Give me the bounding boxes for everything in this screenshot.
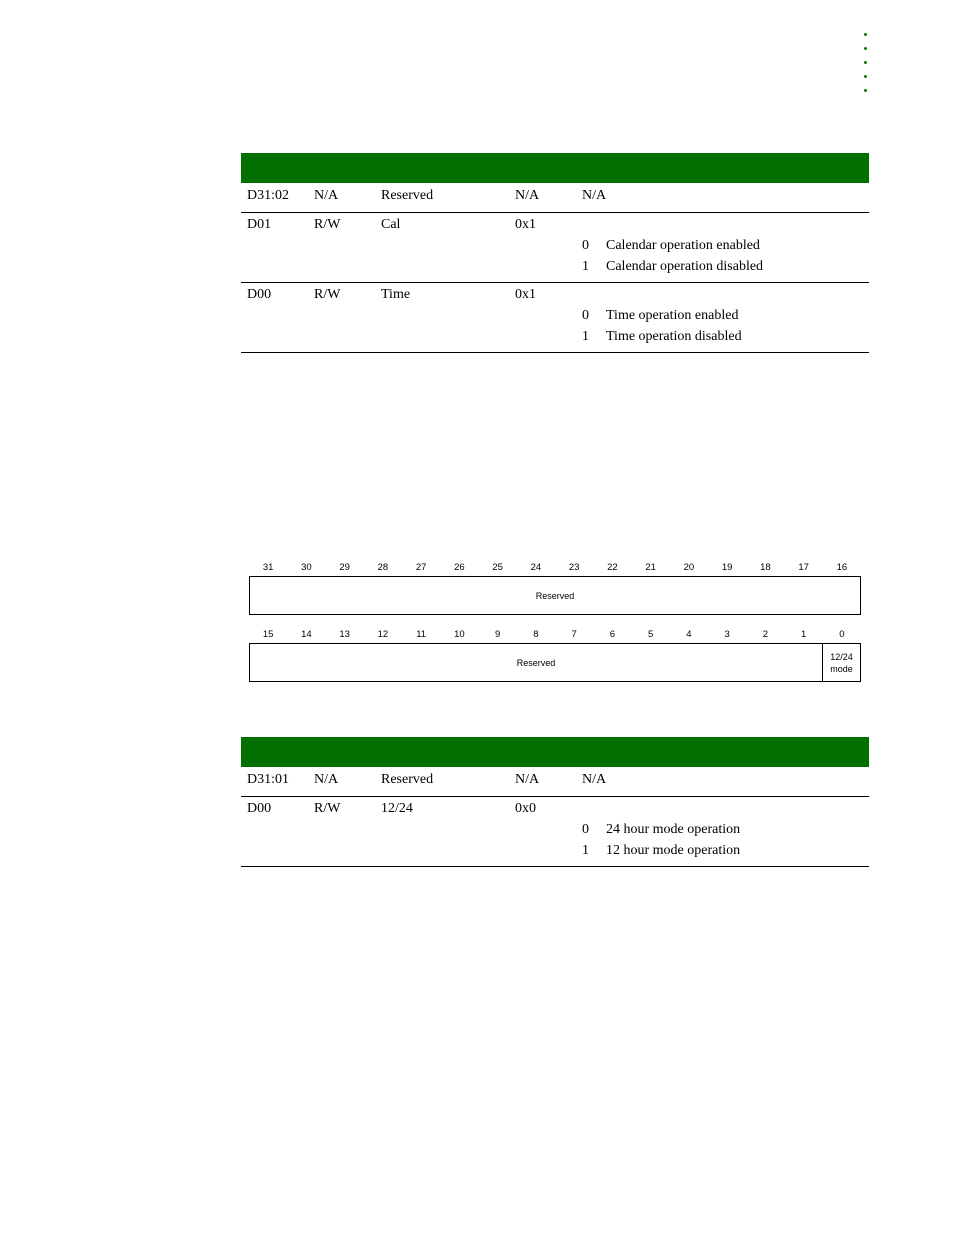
value-code: 0 (582, 237, 589, 253)
description-cell (582, 284, 869, 305)
bitmap-lower (249, 629, 861, 682)
reset-cell: 0x0 (515, 800, 536, 816)
bit-number: 0 (839, 629, 845, 640)
bit-number: 8 (533, 629, 539, 640)
value-code: 0 (582, 307, 589, 323)
bit-number: 16 (836, 562, 848, 573)
bit-number: 29 (339, 562, 350, 573)
bit-number: 23 (568, 562, 580, 573)
access-cell: R/W (314, 216, 341, 232)
margin-dots (864, 33, 870, 103)
table-row (241, 282, 869, 352)
margin-dot (864, 75, 867, 78)
mnemonic-cell: Reserved (381, 772, 434, 787)
bit-number: 14 (301, 629, 312, 640)
value-row (582, 256, 869, 277)
value-code: 1 (582, 328, 589, 344)
bits-cell: D31:02 (247, 188, 289, 203)
bit-number: 21 (645, 562, 656, 573)
margin-dot (864, 89, 867, 92)
bit-number: 28 (377, 562, 389, 573)
bit-field-box-lower (249, 643, 861, 682)
value-row (582, 305, 869, 326)
bit-number: 20 (683, 562, 695, 573)
bit-number: 3 (724, 629, 730, 640)
value-text: Calendar operation enabled (606, 237, 760, 253)
bit-number: 6 (609, 629, 616, 640)
bits-cell: D31:01 (247, 772, 289, 787)
value-text: 24 hour mode operation (606, 821, 741, 837)
bit-number: 5 (647, 629, 654, 640)
bit-number: 22 (607, 562, 618, 573)
reserved-field-label: Reserved (535, 590, 575, 601)
register-table-1 (241, 153, 869, 353)
access-cell: R/W (314, 800, 341, 816)
description-cell: N/A (582, 188, 607, 203)
register-table-2 (241, 737, 869, 867)
reset-cell: N/A (515, 772, 540, 787)
mnemonic-cell: 12/24 (381, 800, 413, 816)
reset-cell: 0x1 (515, 216, 536, 232)
bit-number: 17 (798, 562, 809, 573)
value-text: Time operation disabled (606, 328, 742, 344)
bit-numbers-lower (249, 629, 861, 643)
bit-numbers-upper (249, 562, 861, 576)
bit-number: 27 (415, 562, 427, 573)
bits-cell: D00 (247, 286, 272, 302)
mode-field-label: 12/24 mode (830, 651, 853, 674)
bitmap-upper (249, 562, 861, 615)
value-code: 1 (582, 842, 589, 858)
value-text: Calendar operation disabled (606, 258, 764, 274)
value-row (582, 819, 869, 840)
bits-cell: D00 (247, 800, 272, 816)
bit-number: 11 (416, 629, 427, 640)
description-cell: N/A (582, 772, 607, 787)
reset-cell: 0x1 (515, 286, 536, 302)
bit-number: 30 (301, 562, 312, 573)
value-row (582, 840, 869, 861)
value-row (582, 235, 869, 256)
reset-cell: N/A (515, 188, 540, 203)
access-cell: N/A (314, 772, 339, 787)
bit-number: 1 (800, 629, 807, 640)
reserved-field-label: Reserved (516, 657, 556, 668)
bit-number: 15 (262, 629, 274, 640)
bit-number: 2 (762, 629, 769, 640)
access-cell: N/A (314, 188, 339, 203)
bits-cell: D01 (247, 216, 272, 232)
bit-number: 7 (571, 629, 577, 640)
bit-number: 13 (339, 629, 350, 640)
access-cell: R/W (314, 286, 341, 302)
bit-number: 25 (492, 562, 503, 573)
table-row (241, 767, 869, 796)
table-row (241, 212, 869, 282)
bit-number: 31 (262, 562, 274, 573)
margin-dot (864, 33, 867, 36)
value-row (582, 326, 869, 347)
value-text: 12 hour mode operation (606, 842, 741, 858)
bit-number: 19 (721, 562, 733, 573)
mnemonic-cell: Cal (381, 216, 401, 232)
mnemonic-cell: Time (381, 286, 411, 302)
mnemonic-cell: Reserved (381, 188, 434, 203)
value-text: Time operation enabled (606, 307, 739, 323)
table-row (241, 796, 869, 866)
margin-dot (864, 47, 867, 50)
bit-number: 10 (454, 629, 465, 640)
bit-number: 12 (377, 629, 389, 640)
value-code: 0 (582, 821, 589, 837)
value-code: 1 (582, 258, 589, 274)
table-row (241, 183, 869, 212)
table-header (241, 737, 869, 767)
bit-number: 4 (686, 629, 692, 640)
bit-number: 26 (454, 562, 465, 573)
bit-number: 9 (494, 629, 501, 640)
margin-dot (864, 61, 867, 64)
bit-number: 18 (760, 562, 771, 573)
bit-number: 24 (530, 562, 542, 573)
table-header (241, 153, 869, 183)
description-cell (582, 214, 869, 235)
bit-field-box-upper (249, 576, 861, 615)
description-cell (582, 798, 869, 819)
